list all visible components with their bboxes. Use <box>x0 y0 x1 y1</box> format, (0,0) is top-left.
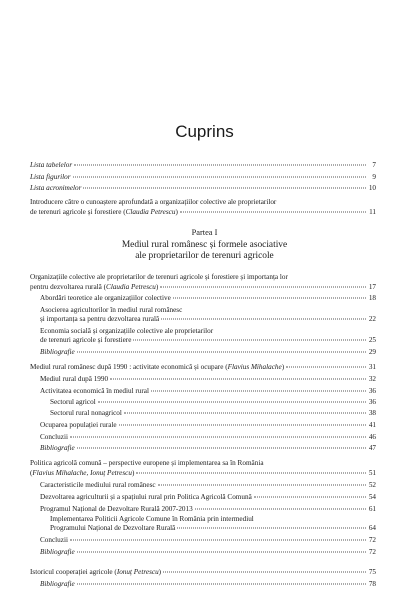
toc-page-number: 46 <box>368 433 376 441</box>
toc-entry-text: și importanța sa pentru dezvoltarea rurală <box>40 315 160 323</box>
toc-entry-text: Bibliografie <box>40 548 75 556</box>
dot-leader <box>110 379 366 380</box>
toc-page-number: 32 <box>368 375 376 383</box>
toc-entry-text: Lista tabelelor <box>30 161 73 169</box>
dot-leader <box>74 165 366 166</box>
toc-page-number: 61 <box>368 505 376 513</box>
toc-page-number: 10 <box>368 184 376 192</box>
toc-section[interactable] <box>40 433 376 442</box>
toc-page-number: 38 <box>368 409 376 417</box>
toc-subsection[interactable] <box>50 398 376 407</box>
toc-page-number: 11 <box>369 208 376 216</box>
toc-section[interactable] <box>40 536 376 545</box>
toc-entry-text: Lista figurilor <box>30 173 71 181</box>
toc-section-line: Asocierea agricultorilor în mediul rural românesc <box>40 306 183 314</box>
dot-leader <box>163 572 366 573</box>
toc-entry-text: Abordări teoretice ale organizațiilor colective <box>40 294 171 302</box>
toc-entry[interactable] <box>30 173 376 182</box>
dot-leader <box>177 528 366 529</box>
dot-leader <box>83 188 366 189</box>
toc-section[interactable] <box>40 294 376 303</box>
dot-leader <box>77 448 366 449</box>
toc-entry-text: Programul Național de Dezvoltare Rurală 2007-2013 <box>40 505 193 513</box>
toc-entry-text: Sectorul rural nonagricol <box>50 409 122 417</box>
toc-subsection[interactable] <box>50 409 376 418</box>
toc-entry[interactable] <box>30 161 376 170</box>
part-title-line: Mediul rural românesc și formele asociative <box>121 240 288 250</box>
toc-bibliography[interactable] <box>40 548 376 557</box>
dot-leader <box>151 391 366 392</box>
toc-entry-text: de terenuri agricole și forestiere ( <box>30 208 126 216</box>
toc-section[interactable] <box>40 375 376 384</box>
toc-entry-text: Mediul rural după 1990 <box>40 375 109 383</box>
toc-author: Claudia Petrescu <box>125 208 176 216</box>
dot-leader <box>77 352 366 353</box>
toc-entry-text: Concluzii <box>40 433 68 441</box>
toc-page-number: 36 <box>368 398 376 406</box>
toc-entry-text: Mediul rural românesc după 1990 : activitate economică și ocupare ( <box>30 363 228 371</box>
toc-entry-text: Sectorul agricol <box>50 398 96 406</box>
toc-entry-text: pentru dezvoltarea rurală ( <box>30 283 107 291</box>
toc-entry-text: Dezvoltarea agriculturii și a spațiului rural prin Politica Agricolă Comună <box>40 493 252 501</box>
toc-page-number: 41 <box>368 421 376 429</box>
toc-bibliography[interactable] <box>40 580 376 589</box>
toc-entry-text: Ocuparea populației rurale <box>40 421 117 429</box>
toc-page-number: 72 <box>368 536 376 544</box>
toc-section[interactable] <box>40 387 376 396</box>
toc-author: Flavius Mihalache <box>227 363 282 371</box>
toc-entry-text: Caracteristicile mediului rural românesc <box>40 481 156 489</box>
dot-leader <box>77 552 366 553</box>
toc-entry-text: Istoricul cooperației agricole ( <box>30 568 117 576</box>
toc-section-line: Economia socială și organizațiile colective ale proprietarilor <box>40 327 214 335</box>
toc-page-number: 78 <box>368 580 376 588</box>
toc-bibliography[interactable] <box>40 444 376 453</box>
toc-section[interactable] <box>40 336 376 345</box>
toc-section[interactable] <box>40 315 376 324</box>
dot-leader <box>70 437 366 438</box>
toc-page-number: 54 <box>368 493 376 501</box>
toc-author: Ionuț Petrescu <box>116 568 159 576</box>
toc-entry[interactable] <box>30 184 376 193</box>
toc-entry-text: de terenuri agricole și forestiere <box>40 336 132 344</box>
toc-page-number: 52 <box>368 481 376 489</box>
toc-page-number: 25 <box>368 336 376 344</box>
toc-page-number: 7 <box>372 161 376 169</box>
dot-leader <box>160 287 366 288</box>
dot-leader <box>77 584 366 585</box>
part-title-line: ale proprietarilor de terenuri agricole <box>135 251 274 261</box>
toc-page-number: 9 <box>372 173 376 181</box>
toc-page-number: 31 <box>368 363 376 371</box>
toc-entry-text: Bibliografie <box>40 580 75 588</box>
toc-paren: ) <box>281 363 285 371</box>
toc-paren: ) <box>175 208 178 216</box>
dot-leader <box>195 509 366 510</box>
toc-paren: ) <box>158 568 162 576</box>
toc-page-number: 22 <box>368 315 376 323</box>
toc-entry-text: Concluzii <box>40 536 68 544</box>
toc-chapter[interactable] <box>30 283 376 292</box>
dot-leader <box>180 212 366 213</box>
dot-leader <box>73 177 366 178</box>
toc-paren: ) <box>155 283 159 291</box>
dot-leader <box>254 497 366 498</box>
toc-entry-text: Activitatea economică în mediul rural <box>40 387 149 395</box>
toc-entry-text: Bibliografie <box>40 444 75 452</box>
toc-page-number: 17 <box>368 283 376 291</box>
toc-page-number: 29 <box>368 348 376 356</box>
toc-chapter-line: Organizațiile colective ale proprietarilor de terenuri agricole și forestiere și importanța lor <box>30 273 288 281</box>
toc-chapter[interactable] <box>30 469 376 478</box>
toc-chapter[interactable] <box>30 363 376 372</box>
toc-page-number: 64 <box>368 524 376 532</box>
part-label: Partea I <box>191 228 218 237</box>
toc-author: Claudia Petrescu <box>106 283 156 291</box>
dot-leader <box>286 367 366 368</box>
toc-page-number: 75 <box>368 568 376 576</box>
toc-entry[interactable] <box>30 208 376 217</box>
toc-bibliography[interactable] <box>40 348 376 357</box>
toc-page-number: 51 <box>368 469 376 477</box>
toc-entry-text: Lista acronimelor <box>30 184 82 192</box>
toc-page-number: 47 <box>368 444 376 452</box>
dot-leader <box>98 402 366 403</box>
dot-leader <box>158 485 366 486</box>
toc-page-number: 36 <box>368 387 376 395</box>
dot-leader <box>70 540 366 541</box>
toc-page-number: 72 <box>368 548 376 556</box>
dot-leader <box>133 340 366 341</box>
page-title: Cuprins <box>175 122 234 141</box>
toc-section[interactable] <box>40 421 376 430</box>
toc-paren: ( <box>30 469 33 477</box>
dot-leader <box>136 473 366 474</box>
toc-section[interactable] <box>40 505 376 514</box>
dot-leader <box>124 413 366 414</box>
toc-entry-text: Programului Național de Dezvoltare Rurală <box>50 524 176 532</box>
dot-leader <box>161 319 366 320</box>
toc-entry-text: Bibliografie <box>40 348 75 356</box>
toc-entry-line: Introducere către o cunoaștere aprofundată a organizațiilor colective ale proprietarilor <box>30 198 277 206</box>
toc-chapter-line: Politica agricolă comună – perspective europene și implementarea sa în România <box>30 459 264 467</box>
toc-paren: ) <box>131 469 135 477</box>
toc-subsection[interactable] <box>50 524 376 533</box>
dot-leader <box>119 425 366 426</box>
toc-section[interactable] <box>40 493 376 502</box>
toc-page-number: 18 <box>368 294 376 302</box>
toc-author: Flavius Mihalache, Ionuț Petrescu <box>32 469 132 477</box>
toc-chapter[interactable] <box>30 568 376 577</box>
part-title <box>0 240 409 262</box>
toc-section[interactable] <box>40 481 376 490</box>
toc-subsection-line: Implementarea Politicii Agricole Comune în România prin intermediul <box>50 515 254 523</box>
dot-leader <box>173 298 366 299</box>
